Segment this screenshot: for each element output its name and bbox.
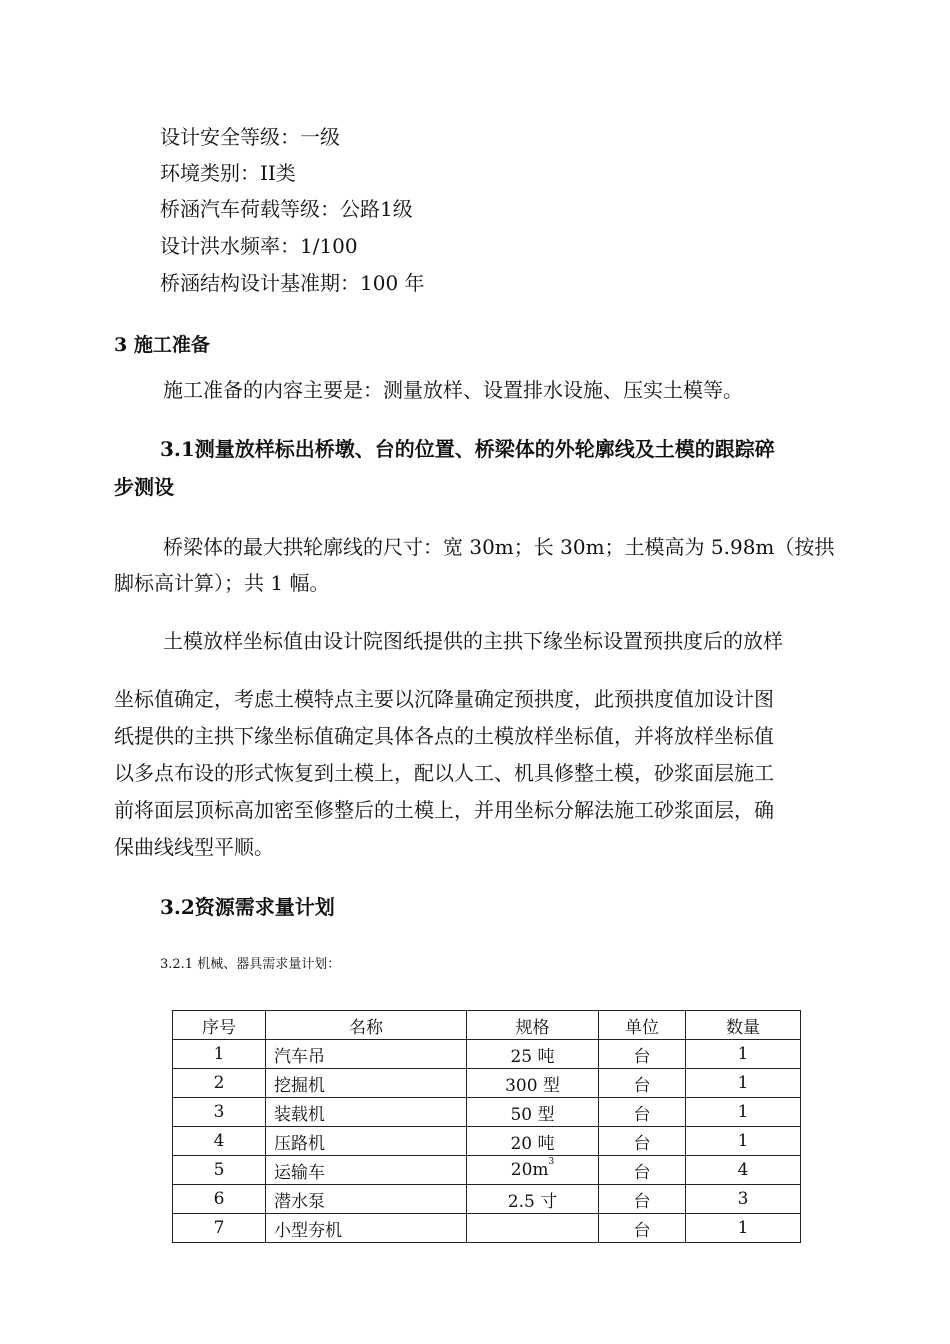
spec-environment-class: 环境类别：II类 (160, 161, 296, 185)
spec-design-period: 桥涵结构设计基准期：100 年 (160, 271, 425, 295)
table-header-row (173, 1011, 801, 1040)
cell-name: 挖掘机 (266, 1069, 467, 1098)
header-name: 名称 (266, 1011, 467, 1040)
section-3-1-para1-line2: 脚标高计算）；共 1 幅。 (114, 571, 330, 595)
cell-name: 潜水泵 (266, 1185, 467, 1214)
cell-spec-superscript: 3 (548, 1157, 555, 1167)
cell-name: 小型夯机 (266, 1214, 467, 1243)
section-3-1-para2-line4: 以多点布设的形式恢复到土模上，配以人工、机具修整土模，砂浆面层施工 (114, 761, 774, 785)
cell-no: 7 (173, 1214, 266, 1243)
section-3-1-para2-line3: 纸提供的主拱下缘坐标值确定具体各点的土模放样坐标值，并将放样坐标值 (114, 724, 774, 748)
cell-spec: 300 型 (467, 1069, 599, 1098)
section-3-1-heading-line1: 3.1测量放样标出桥墩、台的位置、桥梁体的外轮廓线及土模的跟踪碎 (160, 437, 775, 461)
cell-spec: 2.5 寸 (467, 1185, 599, 1214)
cell-name: 运输车 (266, 1156, 467, 1185)
section-3-intro: 施工准备的内容主要是：测量放样、设置排水设施、压实土模等。 (163, 378, 743, 402)
cell-qty: 1 (686, 1098, 801, 1127)
section-3-2-heading: 3.2资源需求量计划 (160, 895, 335, 919)
cell-no: 5 (173, 1156, 266, 1185)
cell-name: 压路机 (266, 1127, 467, 1156)
spec-safety-level: 设计安全等级：一级 (160, 125, 340, 149)
section-3-1-para2-line2: 坐标值确定，考虑土模特点主要以沉降量确定预拱度，此预拱度值加设计图 (114, 687, 774, 711)
cell-spec: 20 吨 (467, 1127, 599, 1156)
table-row (173, 1098, 801, 1127)
spec-flood-frequency: 设计洪水频率：1/100 (160, 234, 358, 258)
section-3-1-para2-line1: 土模放样坐标值由设计院图纸提供的主拱下缘坐标设置预拱度后的放样 (163, 629, 783, 653)
table-row (173, 1127, 801, 1156)
section-3-heading: 3 施工准备 (114, 334, 210, 356)
cell-name: 汽车吊 (266, 1040, 467, 1069)
cell-spec-value: 20m (510, 1160, 549, 1180)
cell-unit: 台 (599, 1185, 686, 1214)
cell-spec (467, 1214, 599, 1243)
cell-spec (467, 1156, 599, 1185)
cell-qty: 1 (686, 1127, 801, 1156)
cell-no: 3 (173, 1098, 266, 1127)
header-no: 序号 (173, 1011, 266, 1040)
cell-qty: 3 (686, 1185, 801, 1214)
cell-unit: 台 (599, 1156, 686, 1185)
header-unit: 单位 (599, 1011, 686, 1040)
table-row (173, 1156, 801, 1185)
cell-no: 6 (173, 1185, 266, 1214)
cell-unit: 台 (599, 1069, 686, 1098)
cell-no: 4 (173, 1127, 266, 1156)
section-3-1-para1-line1: 桥梁体的最大拱轮廓线的尺寸：宽 30m；长 30m；土模高为 5.98m（按拱 (163, 535, 835, 559)
cell-no: 1 (173, 1040, 266, 1069)
cell-qty: 4 (686, 1156, 801, 1185)
section-3-1-heading-line2: 步测设 (114, 475, 174, 499)
section-3-1-para2-line6: 保曲线线型平顺。 (114, 835, 274, 859)
cell-qty: 1 (686, 1069, 801, 1098)
cell-unit: 台 (599, 1040, 686, 1069)
cell-unit: 台 (599, 1214, 686, 1243)
cell-unit: 台 (599, 1098, 686, 1127)
header-qty: 数量 (686, 1011, 801, 1040)
cell-name: 装载机 (266, 1098, 467, 1127)
table-row (173, 1185, 801, 1214)
cell-spec: 50 型 (467, 1098, 599, 1127)
header-spec: 规格 (467, 1011, 599, 1040)
cell-spec: 25 吨 (467, 1040, 599, 1069)
spec-vehicle-load: 桥涵汽车荷载等级：公路1级 (160, 197, 413, 221)
cell-no: 2 (173, 1069, 266, 1098)
table-row (173, 1214, 801, 1243)
section-3-2-1-subheading: 3.2.1 机械、器具需求量计划： (160, 957, 341, 972)
cell-unit: 台 (599, 1127, 686, 1156)
cell-qty: 1 (686, 1214, 801, 1243)
table-row (173, 1040, 801, 1069)
section-3-1-para2-line5: 前将面层顶标高加密至修整后的土模上，并用坐标分解法施工砂浆面层，确 (114, 798, 774, 822)
cell-qty: 1 (686, 1040, 801, 1069)
equipment-table (172, 1010, 801, 1243)
table-row (173, 1069, 801, 1098)
